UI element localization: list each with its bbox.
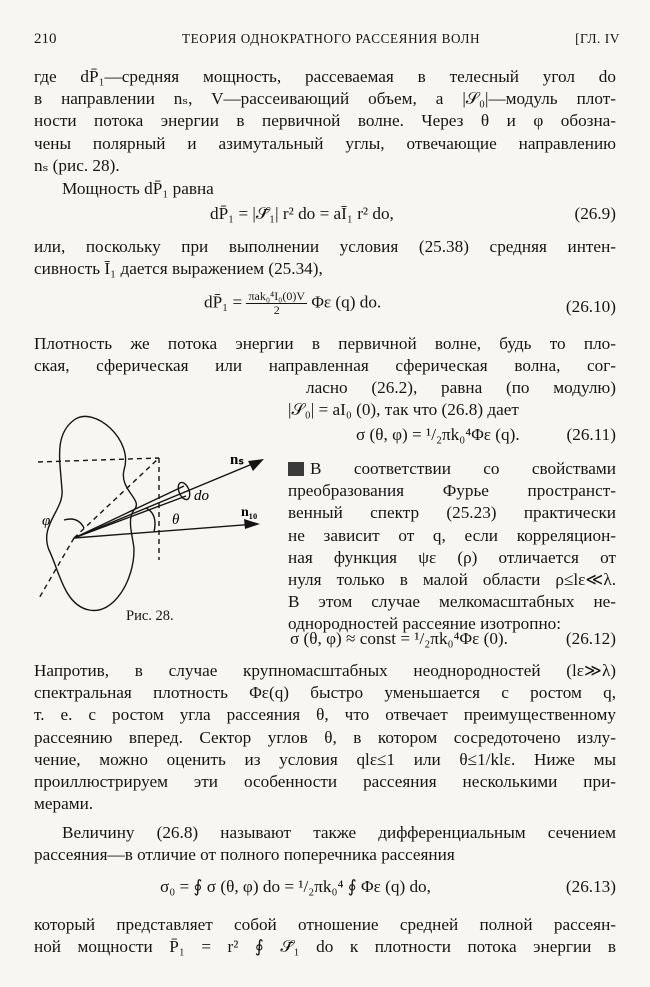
text-line: сивность Ī₁ дается выражением (25.34), (34, 259, 323, 279)
equation-lhs: dP̄₁ = (204, 292, 243, 312)
text-line-content: В соответствии со свойствами (310, 459, 616, 478)
equation-rhs: Φε (q) do. (311, 292, 382, 312)
text-line: Мощность dP̄₁ равна (62, 179, 214, 198)
equation-number: (26.9) (574, 204, 616, 223)
text-line: спектральная плотность Φε(q) быстро уменьшается с ростом q, (34, 683, 616, 703)
text-line: преобразования Фурье пространст- (288, 481, 616, 501)
text-line: ская, сферическая или направленная сферическая волна, сог- (34, 356, 616, 376)
equation-26-13 (34, 876, 616, 904)
text-line: т. е. с ростом угла рассеяния θ, что отвечает преимущественному (34, 705, 616, 725)
phi-arc (64, 519, 84, 528)
text-line: В этом случае мелкомасштабных не- (288, 592, 616, 612)
fraction-numerator: πak₀⁴I₀(0)V (248, 289, 306, 303)
text-line: ной мощности P̄₁ = r² ∮ 𝒮̄₁ do к плотности потока энергии в (34, 937, 616, 957)
equation-formula (204, 290, 381, 317)
equation-number: (26.13) (565, 877, 616, 896)
text-line: ласно (26.2), равна (по модулю) (306, 378, 616, 397)
text-line: чены полярный и азимутальный углы, отвечающие направлению (34, 133, 616, 153)
text-line: или, поскольку при выполнении условия (25.38) средняя интен- (34, 237, 616, 256)
text-line (288, 458, 616, 480)
equation-formula: σ (θ, φ) ≈ const = ¹/₂πk₀⁴Φε (0). (290, 629, 508, 648)
text-line: проиллюстрируем эти особенности рассеяния несколькими при- (34, 772, 616, 792)
paragraph-2 (34, 178, 616, 200)
label-phi: φ (42, 513, 51, 529)
dashed-azimuth (74, 458, 159, 538)
figure-caption: Рис. 28. (126, 608, 174, 624)
text-line: нуля только в малой области ρ≤lε≪λ. (288, 570, 616, 590)
equation-26-10 (34, 290, 616, 330)
right-column-2 (288, 458, 616, 636)
equation-formula: σ (θ, φ) = ¹/₂πk₀⁴Φε (q). (356, 425, 520, 444)
text-line: венный спектр (25.23) практически (288, 503, 616, 523)
scattering-volume-outline (47, 416, 137, 610)
equation-number: (26.11) (566, 425, 616, 444)
paragraph-5 (34, 660, 616, 815)
fraction-denominator: 2 (273, 303, 280, 317)
text-line: nₛ (рис. 28). (34, 155, 120, 175)
equation-formula: dP̄₁ = |𝒮̄₁| r² do = aĪ₁ r² do, (210, 204, 394, 223)
text-line: рассеяния—в отличие от полного поперечника рассеяния (34, 845, 455, 865)
fraction (246, 290, 307, 317)
text-line: чение, можно оценить из условия qlε≤1 или θ≤1/klε. Ниже мы (34, 749, 616, 769)
theta-arc (146, 508, 155, 532)
marginal-mark-icon (288, 462, 304, 476)
equation-number: (26.12) (565, 629, 616, 648)
running-header (34, 28, 620, 50)
dashed-top (38, 458, 159, 462)
right-column-1 (288, 377, 616, 421)
text-line: Величину (26.8) называют также дифференциальным сечением (62, 823, 616, 842)
text-line: не зависит от q, если корреляцион- (288, 525, 616, 545)
equation-26-9 (34, 203, 616, 231)
paragraph-1 (34, 66, 616, 177)
cone-line-lower (74, 496, 186, 538)
ns-arrowhead (248, 459, 264, 471)
text-line: Напротив, в случае крупномасштабных неоднородностей (lε≫λ) (34, 661, 616, 680)
paragraph-7 (34, 914, 616, 958)
text-line: ности потока энергии в первичной волне. Через θ и φ обозна- (34, 111, 616, 131)
page-number: 210 (34, 31, 57, 47)
n10-arrowhead (244, 519, 260, 529)
text-line: однородностей рассеяние изотропно: (288, 614, 562, 634)
text-line: рассеянию вперед. Сектор углов θ, в котором сосредоточено излу- (34, 727, 616, 747)
equation-number: (26.10) (565, 297, 616, 316)
label-n10: n₁₀ (241, 505, 258, 520)
equation-26-12 (290, 628, 616, 656)
label-theta: θ (172, 512, 180, 528)
text-line: мерами. (34, 794, 94, 814)
paragraph-4 (34, 333, 616, 377)
label-do: do (194, 488, 209, 504)
text-line: который представляет собой отношение средней полной рассеян- (34, 915, 616, 934)
text-line: Плотность же потока энергии в первичной волне, будь то пло- (34, 334, 616, 353)
text-line: ная функция ψε (ρ) отличается от (288, 547, 616, 567)
text-line: |𝒮₀| = aI₀ (0), так что (26.8) дает (288, 400, 519, 420)
text-line: в направлении nₛ, V—рассеивающий объем, а |𝒮₀|—модуль плот- (34, 89, 616, 109)
text-line: где dP̄₁—средняя мощность, рассеваемая в телесный угол do (34, 67, 616, 86)
equation-formula: σ₀ = ∮ σ (θ, φ) do = ¹/₂πk₀⁴ ∮ Φε (q) do, (160, 877, 431, 896)
figure-28-diagram (34, 400, 274, 640)
paragraph-6 (34, 822, 616, 866)
chapter-label: [ГЛ. IV (575, 31, 620, 46)
label-ns: nₛ (230, 452, 244, 468)
paragraph-3 (34, 236, 616, 280)
equation-26-11 (356, 424, 616, 452)
running-title: ТЕОРИЯ ОДНОКРАТНОГО РАССЕЯНИЯ ВОЛН (182, 31, 481, 46)
